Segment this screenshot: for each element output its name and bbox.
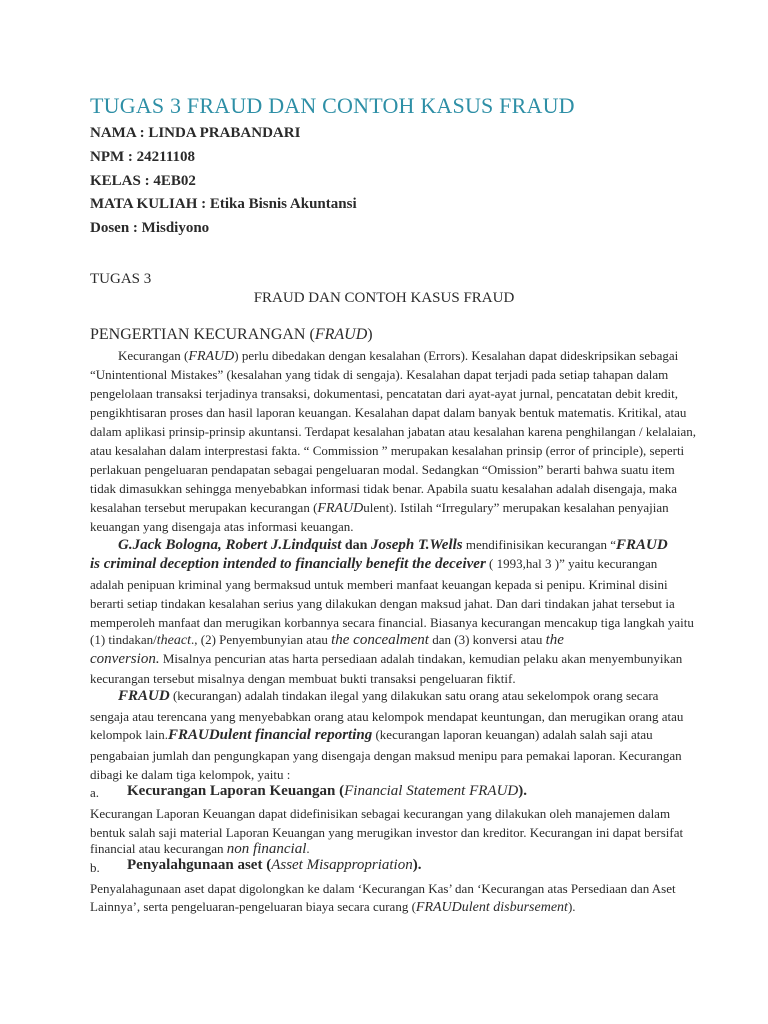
section-heading-pre: PENGERTIAN KECURANGAN ( [90,326,315,343]
item-b-l2b: FRAUDulent disbursement [415,900,568,915]
document-title: TUGAS 3 FRAUD DAN CONTOH KASUS FRAUD [90,93,575,118]
meta-npm: NPM : 24211108 [90,149,195,165]
p3-l1a: FRAUD [118,688,170,704]
p2-line-4: berarti setiap tindakan kesalahan serius yang dilakukan dengan maksud jahat. Dan dari tindakan jahat tersebut ia [90,596,675,611]
meta-kelas: KELAS : 4EB02 [90,173,196,189]
p3-l3b: FRAUDulent financial reporting [168,727,373,743]
p2-l7b: Misalnya pencurian atas harta persediaan adalah tindakan, kemudian pelaku akan menyembunyikan [159,651,683,666]
meta-dosen: Dosen : Misdiyono [90,220,210,236]
p2-author-1: G.Jack Bologna, Robert J.Lindquist [118,537,342,553]
p2-line-1 [118,537,708,554]
item-a-heading [127,783,527,800]
p2-l6d: the concealment [331,632,429,648]
p2-line-5: memperoleh manfaat dan merugikan korbannya secara financial. Biasanya kecurangan mencakup tiga langkah yaitu [90,615,694,630]
p2-line-2 [90,556,708,573]
item-b-head: Penyalahgunaan aset ( [127,857,272,873]
meta-nama: NAMA : LINDA PRABANDARI [90,125,301,141]
item-a-line-2: bentuk salah saji material Laporan Keuangan yang merugikan investor dan kreditor. Kecurangan ini dapat bersifat [90,825,684,840]
p2-l2b: ( 1993,hal 3 )” yaitu kecurangan [485,556,658,571]
p1-line-8: tidak dimasukkan sehingga menyebabkan informasi tidak benar. Apabila suatu kesalahan adalah disengaja, maka [90,481,677,496]
p1-l9c: ulent). Istilah “Irregulary” merupakan kesalahan penyajian [363,500,669,515]
item-b-italic: Asset Misappropriation [271,857,413,873]
item-a-marker: a. [90,785,100,800]
item-a-head: Kecurangan Laporan Keuangan ( [127,783,345,799]
meta-mata-kuliah-label: MATA KULIAH : [90,196,210,212]
p2-line-7 [90,651,708,668]
p2-l6a: (1) tindakan/ [90,632,157,647]
p1-line-10: keuangan yang disengaja atas informasi keuangan. [90,519,354,534]
p1-l1c: ) perlu dibedakan dengan kesalahan (Errors). Kesalahan dapat dideskripsikan sebagai [234,348,679,363]
meta-mata-kuliah-value: Etika Bisnis Akuntansi [209,196,357,212]
p1-line-3: pengelolaan transaksi terjadinya transaksi, dokumentasi, pencatatan dari ayat-ayat jurnal, pencatatan debit kredit, [90,386,679,401]
item-a-l3c: . [306,841,310,856]
item-a-line-1: Kecurangan Laporan Keuangan dapat didefinisikan sebagai kecurangan yang dilakukan oleh manajemen dalam [90,806,671,821]
item-a-line-3 [90,841,708,858]
p2-author-2: Joseph T.Wells [370,537,463,553]
p2-l6b: theact [156,633,192,648]
p1-l1b: FRAUD [188,349,235,364]
document-subtitle: FRAUD DAN CONTOH KASUS FRAUD [253,290,515,306]
item-a-italic: Financial Statement FRAUD [344,783,519,799]
p2-l1e: FRAUD [616,537,668,553]
item-b-l2a: Lainnya’, serta pengeluaran-pengeluaran biaya secara curang ( [90,899,416,914]
p2-l6f: the [545,632,564,648]
p3-l1b: (kecurangan) adalah tindakan ilegal yang dilakukan satu orang atau sekelompok orang secara [169,688,659,703]
section-heading [90,326,373,344]
p2-l1d: mendifinisikan kecurangan “ [462,537,617,552]
p2-line-8: kecurangan tersebut misalnya dengan membuat bukti transaksi pengeluaran fiktif. [90,671,516,686]
p2-l7a: conversion. [90,651,160,667]
p3-l3c: (kecurangan laporan keuangan) adalah salah saji atau [372,727,653,742]
p3-l3a: kelompok lain. [90,727,168,742]
item-b-heading [127,857,421,874]
item-b-line-2 [90,899,708,916]
p1-line-4: pengikhtisaran proses dan hasil laporan keuangan. Kesalahan dapat dalam banyak bentuk matematis. Kritikal, atau [90,405,687,420]
item-b-tail: ). [412,857,422,873]
item-a-tail: ). [518,783,528,799]
item-b-line-1: Penyalahagunaan aset dapat digolongkan ke dalam ‘Kecurangan Kas’ dan ‘Kecurangan atas Persediaan dan Aset [90,881,676,896]
p1-line-7: perlakuan pengeluaran pendapatan sebagai pengeluaran modal. Sedangkan “Omission” berarti bahwa suatu item [90,462,675,477]
p3-line-1 [118,688,708,705]
p1-line-5: dalam aplikasi prinsip-prinsip akuntansi. Terdapat kesalahan jabatan atau kesalahan karena penghilangan / kelalaian, [90,424,697,439]
p3-line-3 [90,727,708,744]
p1-l9a: kesalahan tersebut merupakan kecurangan ( [90,500,318,515]
section-heading-post: ) [367,326,373,343]
p3-line-4: pengabaian jumlah dan pengungkapan yang disengaja dengan maksud menipu para pemakai laporan. Kecurangan [90,748,682,763]
p1-line-9 [90,500,708,517]
p1-l9b: FRAUD [317,501,364,516]
p2-l2a: is criminal deception intended to financially benefit the deceiver [90,556,486,572]
p1-line-1 [118,348,708,365]
p3-line-2: sengaja atau terencana yang menyebabkan orang atau kelompok mendapat keuntungan, dan merugikan orang atau [90,709,684,724]
p1-line-2: “Unintentional Mistakes” (kesalahan yang tidak di sengaja). Kesalahan dapat terjadi pada setiap tahapan dalam [90,367,669,382]
item-b-l2c: ). [567,899,576,914]
tugas-label: TUGAS 3 [90,271,152,287]
p1-line-6: atau kesalahan dalam interprestasi fakta. “ Commission ” merupakan kesalahan prinsip (error of principle), seperti [90,443,685,458]
p1-l1a: Kecurangan ( [118,348,189,363]
meta-mata-kuliah [90,196,357,213]
item-b-marker: b. [90,860,100,875]
item-a-l3a: financial atau kecurangan [90,841,227,856]
p3-line-5: dibagi ke dalam tiga kelompok, yaitu : [90,767,291,782]
p2-dan: dan [341,538,371,553]
item-a-l3b: non financial [226,841,307,857]
p2-line-6 [90,632,708,649]
p2-l6c: ., (2) Penyembunyian atau [191,632,332,647]
p2-l6e: dan (3) konversi atau [428,632,546,647]
section-heading-italic: FRAUD [314,326,368,343]
p2-line-3: adalah penipuan kriminal yang bermaksud untuk memberi manfaat keuangan kepada si penipu. Kriminal disini [90,577,668,592]
